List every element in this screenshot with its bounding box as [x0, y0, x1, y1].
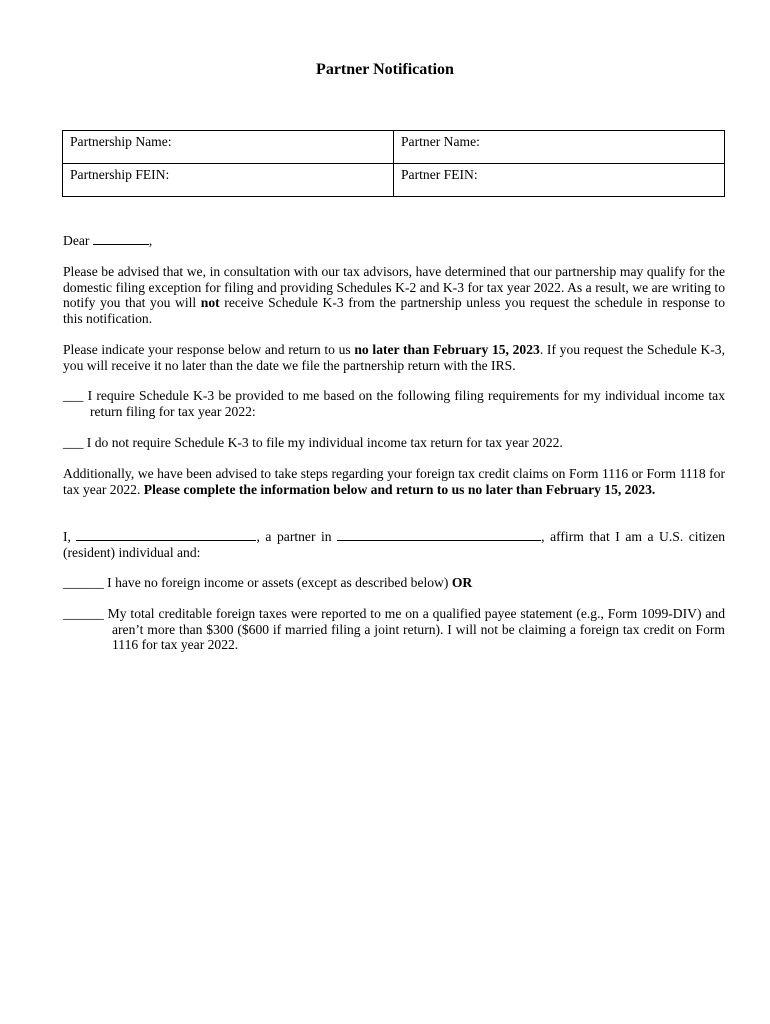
option-text: I require Schedule K-3 be provided to me based on the following filing requirements for my individual income tax return filing for tax year 2022: [83, 388, 725, 419]
salutation-prefix: Dear [63, 233, 90, 248]
salutation-suffix: , [148, 233, 153, 248]
option-qualified-payee [63, 606, 725, 653]
response-text-1: Please indicate your response below and return to us [63, 342, 355, 357]
option-not-require-k3 [63, 435, 725, 451]
partner-name-blank[interactable] [76, 528, 256, 541]
partner-name-field[interactable]: Partner Name: [394, 131, 725, 164]
recipient-name-blank[interactable] [93, 232, 149, 245]
intro-text-2: receive Schedule K-3 from the partnership unless you request the schedule in response to this notification. [63, 295, 725, 326]
partnership-name-blank[interactable] [337, 528, 541, 541]
salutation [63, 232, 725, 249]
response-text-2: . If you request the Schedule K-3, you will receive it no later than the date we file the partnership return with the IRS. [63, 342, 726, 373]
foreign-tax-text: Additionally, we have been advised to take steps regarding your foreign tax credit claims on Form 1116 or Form 1118 for tax year 2022. [63, 466, 725, 497]
option-text: My total creditable foreign taxes were reported to me on a qualified payee statement (e.g., Form 1099-DIV) and aren’t more than $300 ($600 if married filing a joint return). I will not be claiming a foreign tax credit on Form 1116 for tax year 2022. [103, 606, 725, 652]
option-no-foreign-income [63, 575, 725, 591]
partnership-name-field[interactable]: Partnership Name: [63, 131, 394, 164]
response-deadline: no later than February 15, 2023 [354, 342, 540, 357]
checkbox-blank[interactable]: ______ [63, 575, 104, 590]
option-require-k3 [63, 388, 725, 419]
partner-fein-field[interactable]: Partner FEIN: [394, 164, 725, 197]
option-text: I have no foreign income or assets (except as described below) [103, 575, 452, 590]
intro-emphasis: not [200, 295, 220, 310]
intro-paragraph [63, 264, 725, 326]
table-row [63, 164, 725, 197]
checkbox-blank[interactable]: ___ [63, 435, 84, 450]
partnership-fein-field[interactable]: Partnership FEIN: [63, 164, 394, 197]
foreign-tax-paragraph [63, 466, 725, 497]
affirm-suffix: , affirm that I am a U.S. citizen (resident) individual and: [63, 529, 725, 560]
partner-info-table [62, 130, 725, 197]
affirm-middle: , a partner in [256, 529, 332, 544]
page-title: Partner Notification [316, 61, 454, 78]
checkbox-blank[interactable]: ______ [63, 606, 104, 621]
option-text: I do not require Schedule K-3 to file my individual income tax return for tax year 2022. [83, 435, 563, 450]
affirmation-paragraph [63, 528, 725, 560]
response-paragraph [63, 342, 725, 373]
affirm-prefix: I, [63, 529, 71, 544]
foreign-tax-deadline: Please complete the information below and return to us no later than February 15, 2023. [143, 481, 656, 497]
table-row [63, 131, 725, 164]
option-or: OR [451, 575, 473, 590]
checkbox-blank[interactable]: ___ [63, 388, 84, 403]
intro-text-1: Please be advised that we, in consultation with our tax advisors, have determined that our partnership may qualify for the domestic filing exception for filing and providing Schedules K-2 and K-3 for tax year 2022. As a result, we are writing to notify you that you will [63, 264, 725, 310]
